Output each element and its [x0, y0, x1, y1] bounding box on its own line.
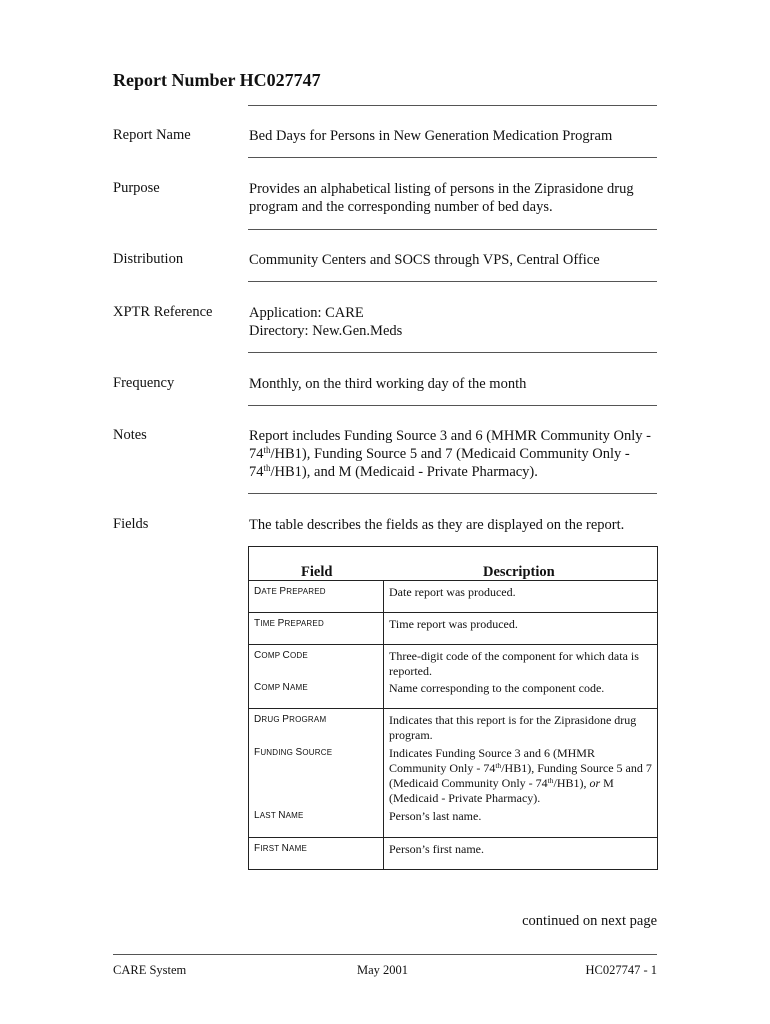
footer-page-number: HC027747 - 1 [585, 963, 657, 977]
field-desc-drug-program: Indicates that this report is for the Ziprasidone drug program. [389, 713, 637, 742]
value-purpose: Provides an alphabetical listing of persons in the Ziprasidone drug program and the corresponding number of bed days. [249, 181, 634, 215]
notes-text: /HB1), and M (Medicaid - Private Pharmacy). [270, 464, 538, 480]
value-notes [249, 427, 657, 481]
field-desc-comp-code: Three-digit code of the component for which data is reported. [389, 649, 639, 678]
field-name-first-name: FIRST NAME [254, 843, 307, 854]
fields-table [248, 546, 658, 870]
notes-superscript: th [263, 463, 271, 473]
field-name-drug-program: DRUG PROGRAM [254, 714, 327, 725]
value-report-name: Bed Days for Persons in New Generation Medication Program [249, 128, 613, 144]
divider [248, 493, 657, 494]
footer-date: May 2001 [357, 963, 409, 977]
field-name-last-name: LAST NAME [254, 810, 304, 821]
field-desc-time-prepared: Time report was produced. [389, 617, 518, 631]
label-frequency: Frequency [113, 375, 175, 391]
label-notes: Notes [113, 427, 147, 443]
value-xptr-reference [249, 304, 657, 340]
table-row-rule [249, 708, 657, 709]
divider [248, 229, 657, 230]
notes-text: Report includes Funding Source 3 and 6 (MHMR Community Only - 74 [249, 428, 651, 462]
header-description: Description [483, 564, 555, 580]
field-name-date-prepared: DATE PREPARED [254, 586, 326, 597]
continued-note: continued on next page [522, 913, 657, 929]
field-desc-date-prepared: Date report was produced. [389, 585, 516, 599]
table-row-rule [249, 644, 657, 645]
table-row-rule [249, 612, 657, 613]
divider [248, 105, 657, 106]
divider [248, 157, 657, 158]
value-frequency: Monthly, on the third working day of the month [249, 376, 527, 392]
notes-superscript: th [263, 445, 271, 455]
header-field: Field [301, 564, 333, 580]
divider [248, 405, 657, 406]
value-distribution: Community Centers and SOCS through VPS, Central Office [249, 252, 600, 268]
field-name-comp-code: COMP CODE [254, 650, 308, 661]
field-desc-funding-source: Indicates Funding Source 3 and 6 (MHMR Community Only - 74th/HB1), Funding Source 5 and 7 (Medicaid Community Only - 74th/HB1), or M (Medicaid - Private Pharmacy). [389, 746, 652, 805]
xptr-directory: Directory: New.Gen.Meds [249, 323, 403, 339]
xptr-application: Application: CARE [249, 305, 364, 321]
field-desc-first-name: Person’s first name. [389, 842, 484, 856]
table-row-rule [249, 837, 657, 838]
footer-divider [113, 954, 657, 955]
field-name-time-prepared: TIME PREPARED [254, 618, 324, 629]
label-purpose: Purpose [113, 180, 160, 196]
table-header-rule [249, 580, 657, 581]
report-title: Report Number HC027747 [113, 70, 321, 90]
divider [248, 281, 657, 282]
field-name-comp-name: COMP NAME [254, 682, 308, 693]
label-fields: Fields [113, 516, 149, 532]
footer-system: CARE System [113, 963, 187, 977]
divider [248, 352, 657, 353]
value-fields: The table describes the fields as they are displayed on the report. [249, 517, 625, 533]
label-xptr-reference: XPTR Reference [113, 304, 213, 320]
label-report-name: Report Name [113, 127, 191, 143]
field-name-funding-source: FUNDING SOURCE [254, 747, 333, 758]
field-desc-last-name: Person’s last name. [389, 809, 482, 823]
notes-text: /HB1), Funding Source 5 and 7 (Medicaid Community Only - 74 [249, 446, 630, 480]
table-column-divider [383, 580, 384, 869]
field-desc-comp-name: Name corresponding to the component code. [389, 681, 605, 695]
label-distribution: Distribution [113, 251, 184, 267]
